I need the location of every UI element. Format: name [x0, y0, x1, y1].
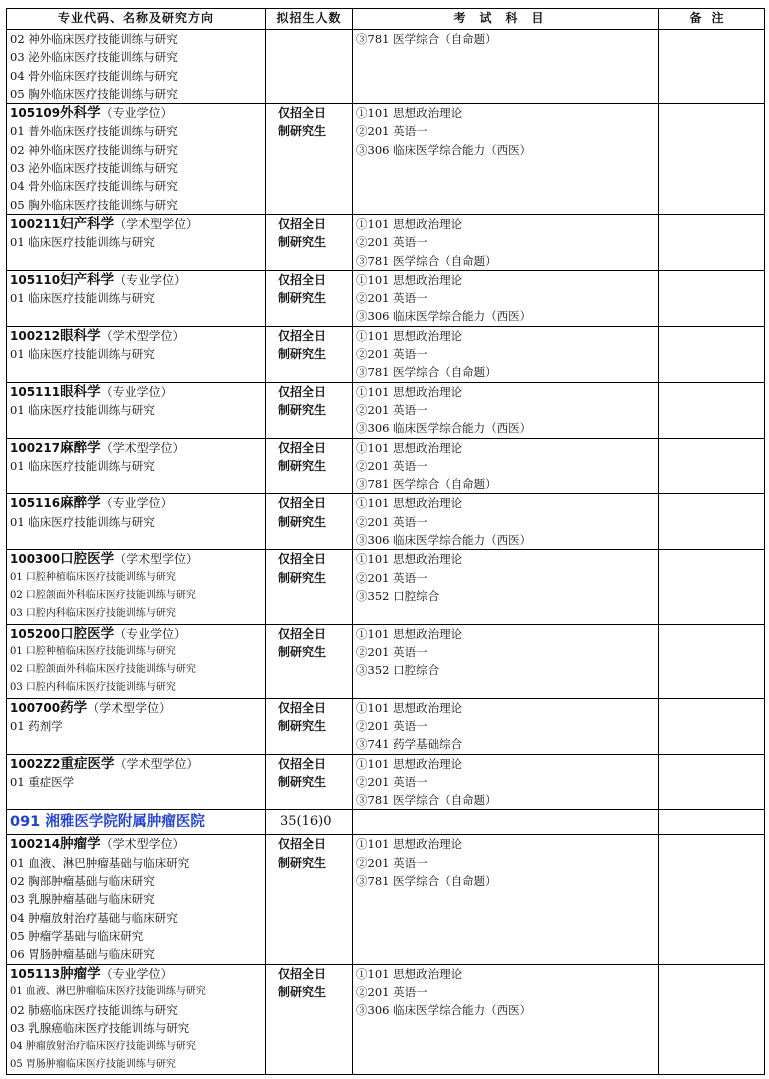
exam-cell [353, 270, 659, 326]
program-row [7, 214, 765, 270]
remark-cell [659, 698, 765, 754]
exam-subject: ②201 英语一 [356, 402, 428, 417]
remark-cell [659, 104, 765, 215]
exam-subject: ②201 英语一 [356, 291, 428, 306]
quota-cell [266, 698, 353, 754]
institution-cell [7, 810, 266, 835]
exam-subject: ③781 医学综合（自命题） [356, 253, 497, 268]
quota-cell [266, 104, 353, 215]
quota-note: 制研究生 [278, 570, 327, 585]
quota-note: 仅招全日 [278, 440, 327, 455]
program-cell [7, 698, 266, 754]
exam-cell [353, 964, 659, 1075]
degree-type: （学术型学位） [100, 328, 185, 343]
exam-cell [353, 214, 659, 270]
remark-cell [659, 382, 765, 438]
remark-cell [659, 270, 765, 326]
remark-cell [659, 835, 765, 964]
degree-type: （学术型学位） [100, 440, 185, 455]
research-direction: 01 血液、淋巴肿瘤临床医疗技能训练与研究 [10, 985, 206, 997]
quota-note: 制研究生 [278, 124, 327, 139]
exam-cell [353, 326, 659, 382]
degree-type: （专业学位） [100, 106, 173, 121]
research-direction: 01 口腔种植临床医疗技能训练与研究 [10, 571, 176, 583]
exam-subject: ②201 英语一 [356, 124, 428, 139]
program-cell [7, 550, 266, 624]
program-cell [7, 104, 266, 215]
institution-exam-cell [353, 810, 659, 835]
exam-subject: ③352 口腔综合 [356, 588, 440, 603]
continued-exams [353, 30, 659, 104]
research-direction: 05 肿瘤学基础与临床研究 [10, 928, 144, 943]
degree-type: （学术型学位） [100, 837, 185, 852]
research-direction: 01 临床医疗技能训练与研究 [10, 291, 155, 306]
institution-row [7, 810, 765, 835]
remark-cell [659, 550, 765, 624]
program-name: 药学 [60, 699, 88, 716]
quota-note: 制研究生 [278, 291, 327, 306]
research-direction: 06 胃肠肿瘤基础与临床研究 [10, 947, 155, 962]
exam-cell [353, 754, 659, 810]
degree-type: （学术型学位） [114, 216, 199, 231]
program-code: 100700 [10, 700, 61, 715]
research-direction: 02 神外临床医疗技能训练与研究 [10, 142, 178, 157]
quota-note: 制研究生 [278, 774, 327, 789]
exam-subject: ②201 英语一 [356, 570, 428, 585]
exam-subject: ②201 英语一 [356, 644, 428, 659]
quota-cell [266, 270, 353, 326]
quota-cell [266, 754, 353, 810]
program-heading [10, 104, 265, 122]
program-row [7, 964, 765, 1075]
program-name: 麻醉学 [60, 439, 101, 456]
institution-quota: 35(16)0 [266, 810, 353, 835]
quota-note: 制研究生 [278, 347, 327, 362]
research-direction: 01 普外临床医疗技能训练与研究 [10, 124, 178, 139]
program-cell [7, 964, 266, 1075]
research-direction: 02 口腔颌面外科临床医疗技能训练与研究 [10, 589, 196, 601]
quota-cell [266, 835, 353, 964]
quota-cell [266, 624, 353, 698]
degree-type: （专业学位） [100, 384, 173, 399]
direction: 04 骨外临床医疗技能训练与研究 [10, 68, 178, 83]
header-remark: 备注 [659, 9, 765, 30]
program-cell [7, 438, 266, 494]
program-heading [10, 550, 265, 568]
exam-subject: ③306 临床医学综合能力（西医） [356, 533, 532, 548]
exam-subject: ①101 思想政治理论 [356, 496, 463, 511]
program-name: 重症医学 [60, 755, 115, 772]
exam-subject: ①101 思想政治理论 [356, 837, 463, 852]
exam-subject: ①101 思想政治理论 [356, 328, 463, 343]
direction: 02 神外临床医疗技能训练与研究 [10, 32, 178, 46]
program-cell [7, 835, 266, 964]
program-code: 105110 [10, 272, 61, 287]
quota-note: 仅招全日 [278, 552, 327, 567]
exam-cell [353, 835, 659, 964]
program-code: 100214 [10, 837, 61, 852]
research-direction: 01 重症医学 [10, 774, 75, 789]
degree-type: （专业学位） [114, 272, 187, 287]
degree-type: （学术型学位） [114, 756, 199, 771]
exam-subject: ③306 临床医学综合能力（西医） [356, 309, 532, 324]
remark-cell [659, 438, 765, 494]
exam-subject: ②201 英语一 [356, 235, 428, 250]
institution-remark-cell [659, 810, 765, 835]
program-name: 眼科学 [60, 327, 101, 344]
exam-subject: ①101 思想政治理论 [356, 756, 463, 771]
research-direction: 01 临床医疗技能训练与研究 [10, 347, 155, 362]
program-code: 1002Z2 [10, 756, 61, 771]
quota-note: 制研究生 [278, 514, 327, 529]
program-heading [10, 965, 265, 983]
degree-type: （学术型学位） [87, 700, 172, 715]
research-direction: 03 口腔内科临床医疗技能训练与研究 [10, 682, 176, 694]
program-cell [7, 382, 266, 438]
research-direction: 04 肿瘤放射治疗临床医疗技能训练与研究 [10, 1040, 196, 1052]
exam-subject: ①101 思想政治理论 [356, 384, 463, 399]
exam-subject: ②201 英语一 [356, 458, 428, 473]
exam-subject: ①101 思想政治理论 [356, 440, 463, 455]
program-row [7, 624, 765, 698]
program-heading [10, 494, 265, 512]
research-direction: 02 口腔颌面外科临床医疗技能训练与研究 [10, 664, 196, 676]
exam-subject: ③306 临床医学综合能力（西医） [356, 142, 532, 157]
exam-subject: ①101 思想政治理论 [356, 626, 463, 641]
program-row [7, 550, 765, 624]
research-direction: 05 胃肠肿瘤临床医疗技能训练与研究 [10, 1059, 176, 1071]
program-heading [10, 835, 265, 853]
program-name: 口腔医学 [60, 625, 115, 642]
quota-note: 制研究生 [278, 458, 327, 473]
program-row [7, 754, 765, 810]
program-code: 100217 [10, 440, 61, 455]
program-code: 105111 [10, 384, 61, 399]
header-exam: 考试科目 [353, 9, 659, 30]
research-direction: 03 乳腺癌临床医疗技能训练与研究 [10, 1021, 190, 1036]
program-heading [10, 383, 265, 401]
research-direction: 01 临床医疗技能训练与研究 [10, 402, 155, 417]
quota-note: 仅招全日 [278, 216, 327, 231]
continued-directions [7, 30, 266, 104]
program-heading [10, 625, 265, 643]
exam-subject: ②201 英语一 [356, 984, 428, 999]
program-cell [7, 214, 266, 270]
program-name: 口腔医学 [60, 551, 115, 568]
exam-subject: ①101 思想政治理论 [356, 272, 463, 287]
program-heading [10, 755, 265, 773]
continued-quota [266, 30, 353, 104]
exam-cell [353, 494, 659, 550]
research-direction: 02 肺癌临床医疗技能训练与研究 [10, 1003, 178, 1018]
remark-cell [659, 494, 765, 550]
quota-cell [266, 438, 353, 494]
quota-cell [266, 382, 353, 438]
exam-subject: ①101 思想政治理论 [356, 966, 463, 981]
header-row [7, 9, 765, 30]
program-heading [10, 271, 265, 289]
program-row [7, 835, 765, 964]
direction: 03 泌外临床医疗技能训练与研究 [10, 50, 178, 65]
research-direction: 01 口腔种植临床医疗技能训练与研究 [10, 645, 176, 657]
degree-type: （学术型学位） [114, 552, 199, 567]
quota-note: 仅招全日 [278, 106, 327, 121]
program-name: 肿瘤学 [60, 965, 101, 982]
exam-cell [353, 382, 659, 438]
program-name: 麻醉学 [60, 495, 101, 512]
exam-cell [353, 438, 659, 494]
header-quota: 拟招生人数 [266, 9, 353, 30]
exam-subject: ③741 药学基础综合 [356, 737, 463, 752]
remark-cell [659, 964, 765, 1075]
quota-note: 制研究生 [278, 235, 327, 250]
exam-subject: ③781 医学综合（自命题） [356, 365, 497, 380]
research-direction: 01 临床医疗技能训练与研究 [10, 514, 155, 529]
quota-cell [266, 550, 353, 624]
remark-cell [659, 754, 765, 810]
quota-note: 仅招全日 [278, 496, 327, 511]
exam-subject: ③781 医学综合（自命题） [356, 477, 497, 492]
program-name: 外科学 [60, 105, 101, 122]
exam-subject: ③781 医学综合（自命题） [356, 793, 497, 808]
program-cell [7, 494, 266, 550]
continued-row [7, 30, 765, 104]
research-direction: 03 泌外临床医疗技能训练与研究 [10, 161, 178, 176]
exam-subject: ①101 思想政治理论 [356, 106, 463, 121]
exam-subject: ②201 英语一 [356, 718, 428, 733]
research-direction: 04 肿瘤放射治疗基础与临床研究 [10, 910, 178, 925]
program-row [7, 494, 765, 550]
quota-note: 仅招全日 [278, 328, 327, 343]
exam-cell [353, 624, 659, 698]
exam-subject: ②201 英语一 [356, 514, 428, 529]
research-direction: 02 胸部肿瘤基础与临床研究 [10, 874, 155, 889]
program-cell [7, 624, 266, 698]
program-name: 妇产科学 [60, 215, 115, 232]
program-name: 眼科学 [60, 383, 101, 400]
quota-note: 制研究生 [278, 402, 327, 417]
quota-note: 仅招全日 [278, 966, 327, 981]
research-direction: 01 临床医疗技能训练与研究 [10, 458, 155, 473]
quota-note: 制研究生 [278, 718, 327, 733]
research-direction: 01 临床医疗技能训练与研究 [10, 235, 155, 250]
remark-cell [659, 624, 765, 698]
exam-subject: ①101 思想政治理论 [356, 216, 463, 231]
program-row [7, 382, 765, 438]
remark-cell [659, 326, 765, 382]
program-name: 肿瘤学 [60, 836, 101, 853]
continued-remark [659, 30, 765, 104]
remark-cell [659, 214, 765, 270]
program-row [7, 698, 765, 754]
exam-subject: ③352 口腔综合 [356, 663, 440, 678]
program-row [7, 104, 765, 215]
header-major: 专业代码、名称及研究方向 [7, 9, 266, 30]
exam-subject: ①101 思想政治理论 [356, 700, 463, 715]
degree-type: （专业学位） [114, 626, 187, 641]
quota-note: 仅招全日 [278, 626, 327, 641]
quota-note: 制研究生 [278, 984, 327, 999]
exam-subject: ③781 医学综合（自命题） [356, 32, 497, 46]
program-row [7, 326, 765, 382]
quota-note: 仅招全日 [278, 756, 327, 771]
exam-subject: ②201 英语一 [356, 347, 428, 362]
program-heading [10, 215, 265, 233]
research-direction: 03 乳腺肿瘤基础与临床研究 [10, 892, 155, 907]
institution-name: 091 湘雅医学院附属肿瘤医院 [10, 814, 205, 831]
exam-cell [353, 550, 659, 624]
research-direction: 03 口腔内科临床医疗技能训练与研究 [10, 608, 176, 620]
degree-type: （专业学位） [100, 966, 173, 981]
quota-note: 仅招全日 [278, 700, 327, 715]
program-code: 105116 [10, 496, 61, 511]
exam-subject: ②201 英语一 [356, 774, 428, 789]
program-cell [7, 326, 266, 382]
exam-subject: ③306 临床医学综合能力（西医） [356, 1003, 532, 1018]
program-code: 105113 [10, 966, 61, 981]
program-cell [7, 270, 266, 326]
program-heading [10, 439, 265, 457]
program-code: 100212 [10, 328, 61, 343]
research-direction: 01 药剂学 [10, 718, 63, 733]
quota-cell [266, 326, 353, 382]
exam-subject: ③781 医学综合（自命题） [356, 874, 497, 889]
program-row [7, 270, 765, 326]
exam-subject: ①101 思想政治理论 [356, 552, 463, 567]
research-direction: 01 血液、淋巴肿瘤基础与临床研究 [10, 855, 190, 870]
program-name: 妇产科学 [60, 271, 115, 288]
research-direction: 04 骨外临床医疗技能训练与研究 [10, 179, 178, 194]
direction: 05 胸外临床医疗技能训练与研究 [10, 86, 178, 101]
exam-cell [353, 698, 659, 754]
degree-type: （专业学位） [100, 496, 173, 511]
admission-table [6, 8, 765, 1075]
exam-cell [353, 104, 659, 215]
exam-subject: ③306 临床医学综合能力（西医） [356, 421, 532, 436]
quota-note: 仅招全日 [278, 837, 327, 852]
quota-note: 仅招全日 [278, 384, 327, 399]
program-heading [10, 699, 265, 717]
research-direction: 05 胸外临床医疗技能训练与研究 [10, 197, 178, 212]
program-heading [10, 327, 265, 345]
program-row [7, 438, 765, 494]
program-code: 100211 [10, 216, 61, 231]
program-code: 100300 [10, 552, 61, 567]
program-code: 105109 [10, 106, 61, 121]
quota-cell [266, 964, 353, 1075]
quota-note: 仅招全日 [278, 272, 327, 287]
exam-subject: ②201 英语一 [356, 855, 428, 870]
quota-cell [266, 214, 353, 270]
program-code: 105200 [10, 626, 61, 641]
program-cell [7, 754, 266, 810]
quota-cell [266, 494, 353, 550]
quota-note: 制研究生 [278, 644, 327, 659]
quota-note: 制研究生 [278, 855, 327, 870]
